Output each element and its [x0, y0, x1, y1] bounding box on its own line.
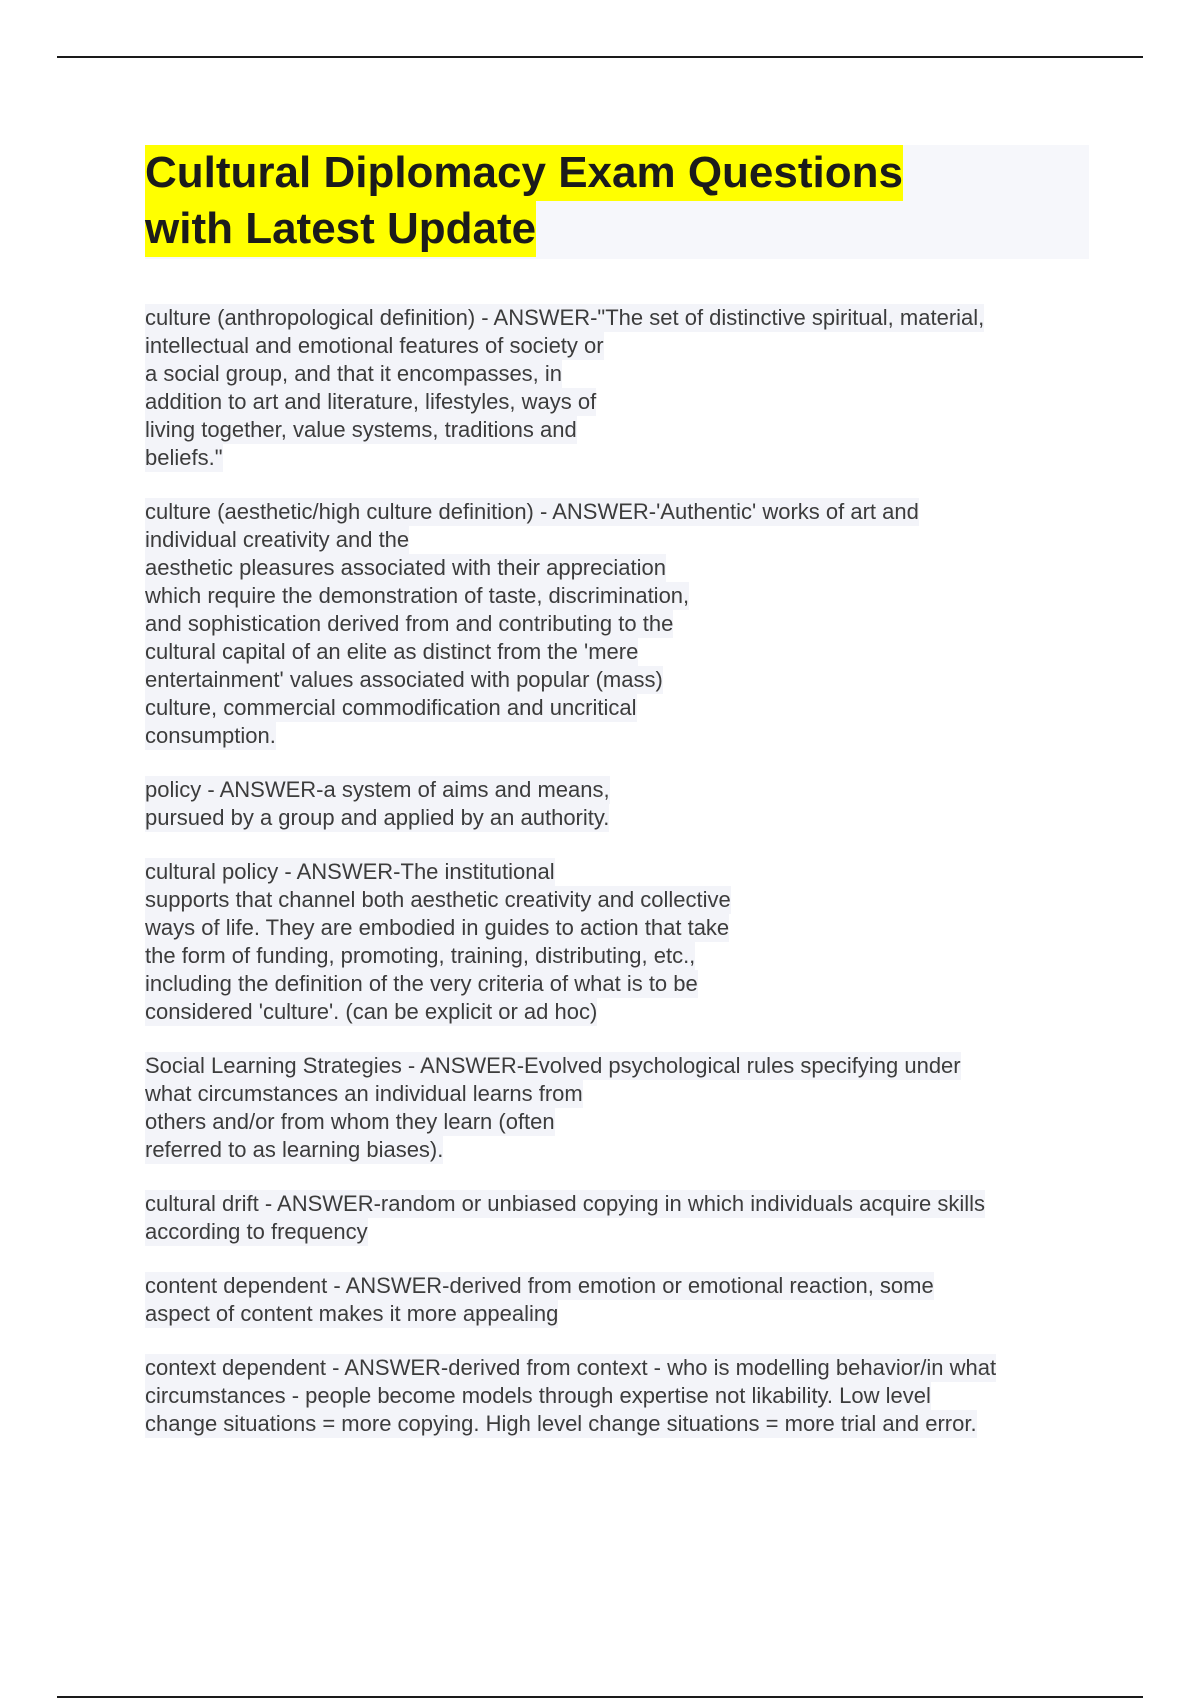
qa-line-text: considered 'culture'. (can be explicit or ad hoc): [145, 999, 598, 1024]
qa-line: [145, 886, 1095, 914]
qa-line: [145, 914, 1095, 942]
qa-line: [145, 1136, 1095, 1164]
qa-line: [145, 1272, 1095, 1300]
qa-line: [145, 1382, 1095, 1410]
qa-line: [145, 858, 1095, 886]
qa-line: [145, 360, 1095, 388]
top-rule: [57, 56, 1143, 58]
qa-line: [145, 1052, 1095, 1080]
qa-line-text: what circumstances an individual learns from: [145, 1081, 583, 1106]
qa-line: [145, 332, 1095, 360]
qa-entry: [145, 304, 1095, 472]
qa-line-text: aspect of content makes it more appealing: [145, 1301, 559, 1326]
qa-line-text: which require the demonstration of taste, discrimination,: [145, 583, 690, 608]
qa-line: [145, 638, 1095, 666]
qa-line-text: living together, value systems, traditions and: [145, 417, 577, 442]
qa-line-text: content dependent - ANSWER-derived from emotion or emotional reaction, some: [145, 1273, 934, 1298]
qa-line-text: pursued by a group and applied by an authority.: [145, 805, 610, 830]
qa-line-text: circumstances - people become models through expertise not likability. Low level: [145, 1383, 931, 1408]
qa-line: [145, 1354, 1095, 1382]
qa-line-text: policy - ANSWER-a system of aims and means,: [145, 777, 610, 802]
qa-entry: [145, 1052, 1095, 1164]
qa-line: [145, 666, 1095, 694]
qa-line-text: culture, commercial commodification and uncritical: [145, 695, 637, 720]
qa-line-text: others and/or from whom they learn (often: [145, 1109, 555, 1134]
qa-line-text: addition to art and literature, lifestyles, ways of: [145, 389, 597, 414]
qa-line-text: including the definition of the very criteria of what is to be: [145, 971, 698, 996]
qa-line: [145, 1410, 1095, 1438]
qa-line-text: Social Learning Strategies - ANSWER-Evolved psychological rules specifying under: [145, 1053, 961, 1078]
title-line-1: Cultural Diplomacy Exam Questions: [145, 145, 903, 201]
qa-line: [145, 1108, 1095, 1136]
qa-line-text: cultural capital of an elite as distinct from the 'mere: [145, 639, 639, 664]
qa-line-text: beliefs.": [145, 445, 223, 470]
qa-line: [145, 388, 1095, 416]
qa-line: [145, 444, 1095, 472]
qa-line: [145, 942, 1095, 970]
qa-line: [145, 554, 1095, 582]
qa-line-text: ways of life. They are embodied in guides to action that take: [145, 915, 730, 940]
qa-entry: [145, 776, 1095, 832]
qa-line: [145, 610, 1095, 638]
qa-line-text: and sophistication derived from and contributing to the: [145, 611, 674, 636]
qa-entry: [145, 1354, 1095, 1438]
qa-line: [145, 416, 1095, 444]
qa-line-text: intellectual and emotional features of society or: [145, 333, 604, 358]
qa-line: [145, 1300, 1095, 1328]
qa-line-text: a social group, and that it encompasses, in: [145, 361, 563, 386]
qa-line-text: change situations = more copying. High level change situations = more trial and error.: [145, 1411, 977, 1436]
qa-entry: [145, 1190, 1095, 1246]
qa-line: [145, 694, 1095, 722]
qa-entry: [145, 498, 1095, 750]
qa-line: [145, 776, 1095, 804]
qa-line: [145, 1218, 1095, 1246]
qa-line-text: entertainment' values associated with popular (mass): [145, 667, 663, 692]
qa-line-text: aesthetic pleasures associated with their appreciation: [145, 555, 666, 580]
qa-line-text: individual creativity and the: [145, 527, 410, 552]
bottom-rule: [57, 1696, 1143, 1698]
document-title: [145, 145, 1089, 259]
qa-line: [145, 1080, 1095, 1108]
qa-line-text: referred to as learning biases).: [145, 1137, 444, 1162]
qa-line-text: culture (aesthetic/high culture definition) - ANSWER-'Authentic' works of art and: [145, 499, 919, 524]
qa-line-text: according to frequency: [145, 1219, 368, 1244]
qa-line-text: context dependent - ANSWER-derived from context - who is modelling behavior/in what: [145, 1355, 997, 1380]
qa-entry: [145, 1272, 1095, 1328]
qa-line-text: the form of funding, promoting, training, distributing, etc.,: [145, 943, 696, 968]
qa-line: [145, 722, 1095, 750]
qa-line: [145, 582, 1095, 610]
qa-line-text: culture (anthropological definition) - ANSWER-"The set of distinctive spiritual, material,: [145, 305, 985, 330]
qa-line-text: cultural drift - ANSWER-random or unbiased copying in which individuals acquire skills: [145, 1191, 986, 1216]
qa-line: [145, 998, 1095, 1026]
qa-line-text: supports that channel both aesthetic creativity and collective: [145, 887, 731, 912]
qa-line: [145, 970, 1095, 998]
qa-entry: [145, 858, 1095, 1026]
qa-line: [145, 304, 1095, 332]
qa-list: [145, 304, 1095, 1464]
qa-line-text: consumption.: [145, 723, 276, 748]
qa-line: [145, 526, 1095, 554]
qa-line: [145, 804, 1095, 832]
qa-line: [145, 1190, 1095, 1218]
qa-line: [145, 498, 1095, 526]
title-line-2: with Latest Update: [145, 201, 536, 257]
qa-line-text: cultural policy - ANSWER-The institutional: [145, 859, 555, 884]
